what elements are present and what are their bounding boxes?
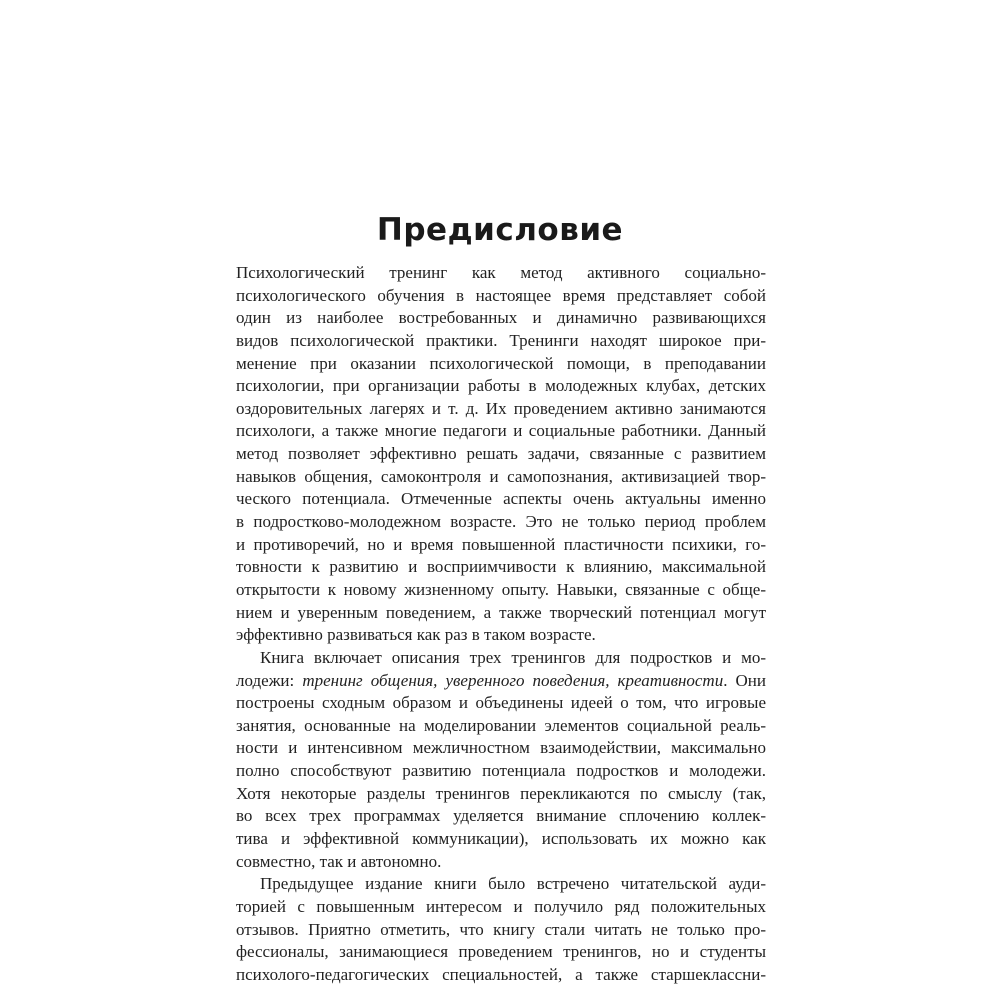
text-segment: . Они <box>723 670 766 690</box>
text-segment: лодежи: <box>236 670 295 690</box>
text-line: один из наиболее востребованных и динамично развивающихся <box>236 308 766 328</box>
text-line: психологического обучения в настоящее время представляет собой <box>236 285 766 305</box>
text-line: фессионалы, занимающиеся проведением тренингов, но и студенты <box>236 942 766 962</box>
text-line: нием и уверенным поведением, а также творческий потенциал могут <box>236 602 766 622</box>
text-line: тива и эффективной коммуникации), использовать их можно как <box>236 829 766 849</box>
text-line: отзывов. Приятно отметить, что книгу стали читать не только про- <box>236 919 766 939</box>
text-line: Предыдущее издание книги было встречено читательской ауди- <box>260 874 766 894</box>
text-line: в подростково-молодежном возрасте. Это не только период проблем <box>236 512 766 532</box>
text-line: психологии, при организации работы в молодежных клубах, детских <box>236 376 766 396</box>
text-line: и противоречий, но и время повышенной пластичности психики, го- <box>236 534 766 554</box>
text-line: психолого-педагогических специальностей, а также старшеклассни- <box>236 964 766 984</box>
text-line: Психологический тренинг как метод активного социально- <box>236 263 766 282</box>
text-line: метод позволяет эффективно решать задачи, связанные с развитием <box>236 444 766 464</box>
text-line-mixed <box>236 670 766 693</box>
text-line: видов психологической практики. Тренинги находят широкое при- <box>236 330 766 350</box>
text-line: навыков общения, самоконтроля и самопознания, активизацией твор- <box>236 466 766 486</box>
text-line: торией с повышенным интересом и получило ряд положительных <box>236 896 766 916</box>
text-line: полно способствуют развитию потенциала подростков и молодежи. <box>236 761 766 781</box>
text-line: открытости к новому жизненному опыту. Навыки, связанные с обще- <box>236 579 766 599</box>
italic-segment: тренинг общения, уверенного поведения, креативности <box>302 670 724 690</box>
text-line: эффективно развиваться как раз в таком возрасте. <box>236 625 596 645</box>
text-line: ности и интенсивном межличностном взаимодействии, максимально <box>236 738 766 758</box>
text-line: совместно, так и автономно. <box>236 851 442 871</box>
text-line: во всех трех программах уделяется внимание сплочению коллек- <box>236 806 766 826</box>
text-line: оздоровительных лагерях и т. д. Их проведением активно занимаются <box>236 398 766 418</box>
text-line: психологи, а также многие педагоги и социальные работники. Данный <box>236 421 766 441</box>
preface-text <box>236 262 766 987</box>
text-line: ческого потенциала. Отмеченные аспекты очень актуальны именно <box>236 489 766 509</box>
text-line: Книга включает описания трех тренингов для подростков и мо- <box>260 647 766 667</box>
text-line: менение при оказании психологической помощи, в преподавании <box>236 353 766 373</box>
text-line: товности к развитию и восприимчивости к влиянию, максимальной <box>236 557 766 577</box>
text-line: Хотя некоторые разделы тренингов перекликаются по смыслу (так, <box>236 783 766 803</box>
text-line: занятия, основанные на моделировании элементов социальной реаль- <box>236 715 766 735</box>
page-title: Предисловие <box>376 212 624 248</box>
text-line: построены сходным образом и объединены идеей о том, что игровые <box>236 693 766 713</box>
